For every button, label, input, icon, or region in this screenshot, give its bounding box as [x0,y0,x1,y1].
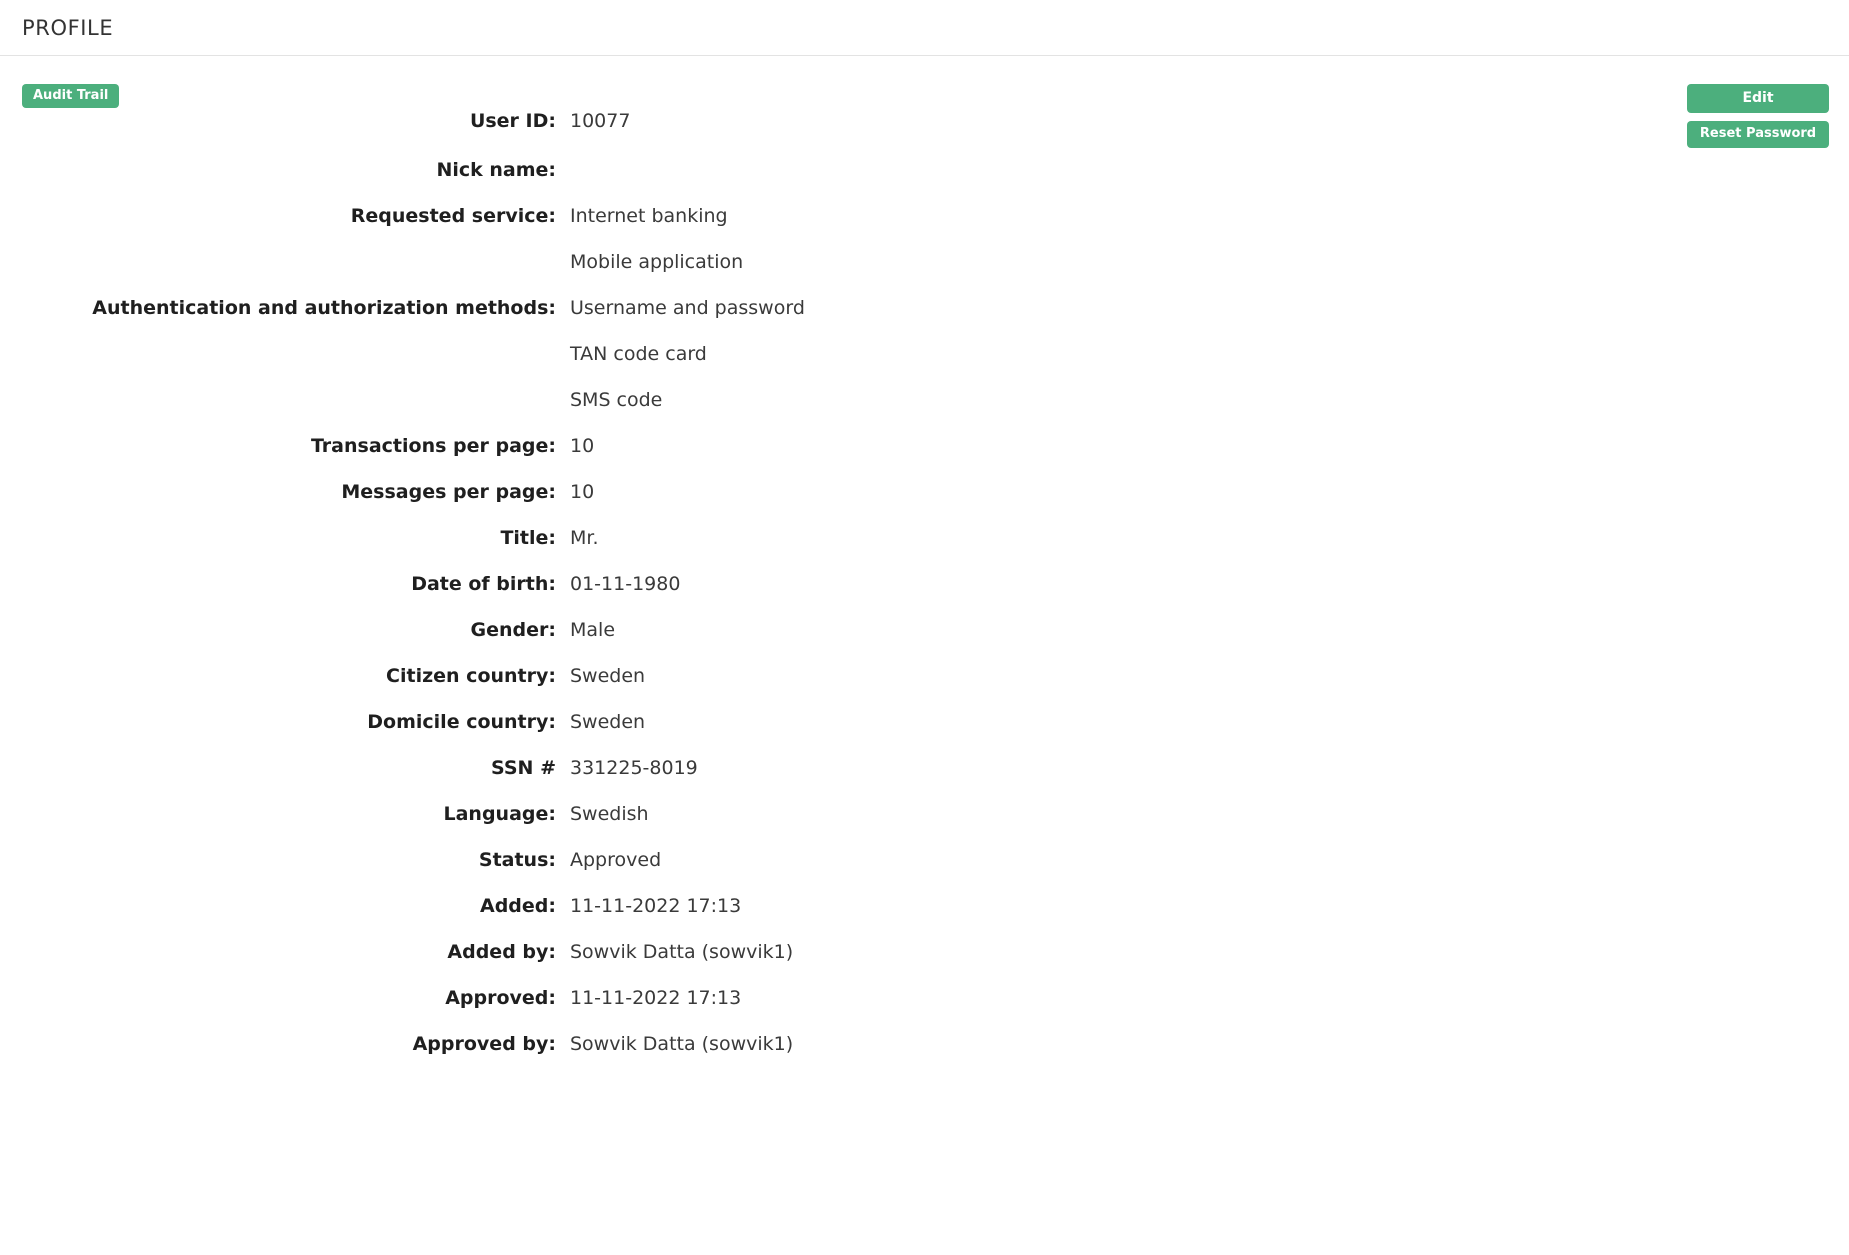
detail-label: Transactions per page: [310,435,556,457]
detail-label: Nick name: [436,159,556,181]
detail-row [0,849,1849,871]
detail-label: Date of birth: [411,573,556,595]
detail-row [0,941,1849,963]
detail-row [0,205,1849,227]
detail-row [0,297,1849,319]
detail-value: Internet banking [570,205,728,227]
detail-label: Approved: [445,987,556,1009]
detail-label: Messages per page: [341,481,556,503]
detail-value: Sweden [570,711,646,733]
detail-value: 331225-8019 [570,757,698,779]
detail-value: Sowvik Datta (sowvik1) [570,941,794,963]
detail-row [0,711,1849,733]
detail-value: 01-11-1980 [570,573,681,595]
detail-value: 11-11-2022 17:13 [570,895,742,917]
detail-row [0,803,1849,825]
detail-row [0,527,1849,549]
detail-row [0,757,1849,779]
detail-row [0,665,1849,687]
detail-extra-row [0,251,1849,273]
detail-label: Domicile country: [367,711,556,733]
detail-row [0,895,1849,917]
detail-extra-value: SMS code [570,389,663,411]
detail-label: Approved by: [412,1033,556,1055]
reset-password-button[interactable]: Reset Password [1687,121,1829,147]
detail-value: Sowvik Datta (sowvik1) [570,1033,794,1055]
detail-row [0,987,1849,1009]
detail-row [0,435,1849,457]
detail-label: Language: [443,803,556,825]
detail-label: SSN # [491,757,556,779]
profile-details [0,110,1849,1079]
detail-label: Citizen country: [386,665,556,687]
detail-value: Sweden [570,665,646,687]
detail-label: Requested service: [350,205,556,227]
audit-trail-button[interactable]: Audit Trail [22,84,119,108]
detail-row [0,573,1849,595]
page-title: PROFILE [22,15,114,40]
detail-value: 10077 [570,110,631,132]
detail-label: Authentication and authorization methods: [92,297,556,319]
detail-value: 10 [570,435,595,457]
detail-value: 10 [570,481,595,503]
detail-value: Approved [570,849,662,871]
detail-extra-value: Mobile application [570,251,744,273]
detail-row [0,481,1849,503]
detail-label: User ID: [469,110,556,132]
detail-label: Title: [500,527,556,549]
detail-row [0,110,1849,132]
detail-value: Male [570,619,616,641]
detail-row [0,619,1849,641]
detail-value: Username and password [570,297,805,319]
detail-value: 11-11-2022 17:13 [570,987,742,1009]
detail-extra-row [0,343,1849,365]
detail-label: Added: [480,895,556,917]
detail-label: Added by: [447,941,556,963]
detail-label: Gender: [470,619,556,641]
page-header [0,0,1849,56]
detail-extra-row [0,389,1849,411]
detail-row [0,156,1849,181]
detail-extra-value: TAN code card [570,343,707,365]
edit-button[interactable]: Edit [1687,84,1829,113]
detail-value: Mr. [570,527,599,549]
detail-value: Swedish [570,803,649,825]
detail-row [0,1033,1849,1055]
detail-label: Status: [478,849,556,871]
